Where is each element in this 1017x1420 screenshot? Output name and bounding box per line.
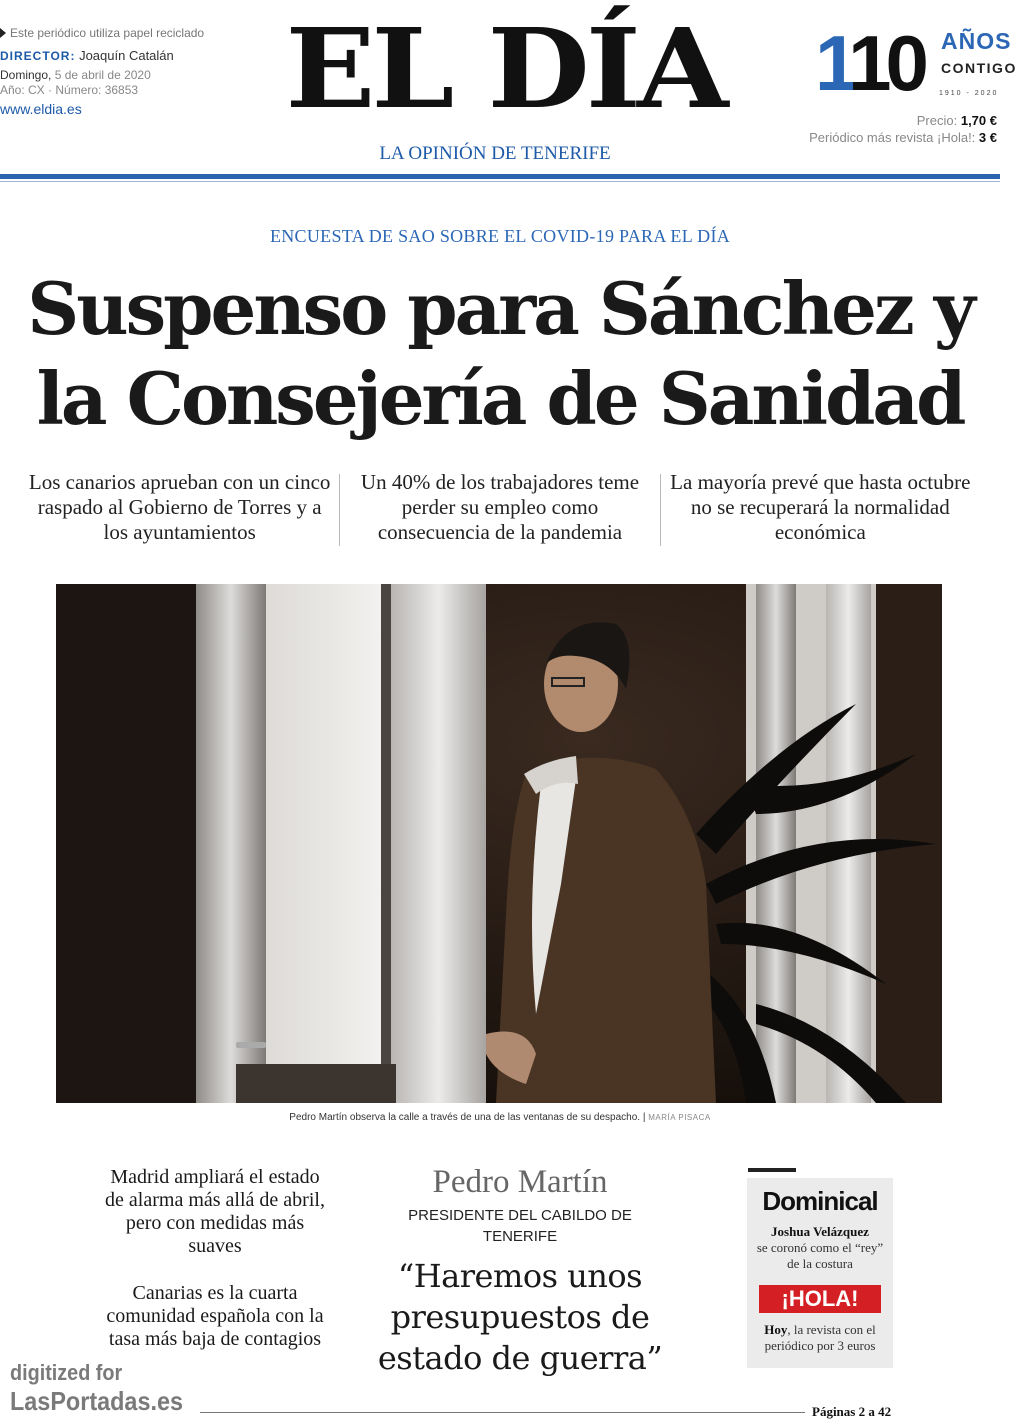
dominical-text: se coronó como el “rey” de la costura: [756, 1240, 884, 1271]
website-link[interactable]: www.eldia.es: [0, 101, 82, 117]
dominical-footer: Hoy, la revista con el periódico por 3 euros: [764, 1322, 876, 1353]
interview-quote[interactable]: “Haremos unos presupuestos de estado de guerra”: [377, 1257, 663, 1377]
lead-headline[interactable]: [10, 264, 990, 444]
lead-kicker: ENCUESTA DE SAO SOBRE EL COVID-19 PARA EL DÍA: [269, 226, 731, 246]
masthead-rule-thin: [0, 181, 1000, 182]
anniversary-word: AÑOS: [941, 28, 1012, 54]
lead-photo[interactable]: [56, 584, 942, 1103]
subhead-1: Los canarios aprueban con un cinco raspado al Gobierno de Torres y a los ayuntamientos: [28, 470, 331, 544]
photo-credit: MARÍA PISACA: [648, 1113, 711, 1122]
interview-name: Pedro Martín: [432, 1164, 608, 1200]
anniversary-badge: [815, 19, 1017, 107]
footer-rule: [200, 1412, 805, 1413]
dominical-bar: [748, 1168, 796, 1172]
masthead-rule: [0, 174, 1000, 179]
newspaper-logo: EL DÍA: [285, 3, 725, 134]
anniversary-number: 110: [815, 19, 923, 107]
newspaper-tagline: LA OPINIÓN DE TENERIFE: [379, 143, 611, 164]
dominical-person: Joshua Velázquez: [771, 1224, 869, 1239]
interview-role: PRESIDENTE DEL CABILDO DE TENERIFE: [408, 1207, 632, 1245]
headline-line-2: la Consejería de Sanidad: [36, 356, 964, 441]
digitizer-watermark: digitized for LasPortadas.es: [10, 1360, 183, 1416]
issue-number: Año: CX · Número: 36853: [0, 83, 139, 97]
dateline: Domingo, 5 de abril de 2020: [0, 68, 151, 82]
brief-1[interactable]: Madrid ampliará el estado de alarma más allá de abril, pero con medidas más suaves: [105, 1166, 325, 1257]
anniversary-sub: CONTIGO: [941, 60, 1017, 76]
price-line: Precio: 1,70 €: [916, 113, 997, 128]
brief-2[interactable]: Canarias es la cuarta comunidad española con la tasa más baja de contagios: [106, 1282, 324, 1350]
photo-illustration: [56, 584, 942, 1103]
director-line: DIRECTOR: Joaquín Catalán: [0, 48, 174, 63]
headline-line-1: Suspenso para Sánchez y: [27, 266, 973, 351]
triangle-bullet-icon: [0, 28, 6, 38]
bundle-price-line: Periódico más revista ¡Hola!: 3 €: [809, 130, 997, 145]
anniversary-years: 1910 - 2020: [939, 90, 999, 97]
subhead-2: Un 40% de los trabajadores teme perder su empleo como consecuencia de la pandemia: [360, 470, 640, 544]
price-info: [809, 112, 997, 146]
dominical-promo[interactable]: [747, 1178, 893, 1368]
pages-reference: Páginas 2 a 42: [812, 1404, 892, 1419]
subhead-3: La mayoría prevé que hasta octubre no se recuperará la normalidad económica: [670, 470, 971, 544]
hola-logo: ¡HOLA!: [759, 1285, 881, 1313]
dominical-title: Dominical: [762, 1186, 878, 1216]
recycled-note: Este periódico utiliza papel reciclado: [0, 26, 230, 40]
lead-subheads: [20, 470, 980, 550]
masthead-meta: [0, 26, 230, 117]
photo-caption: Pedro Martín observa la calle a través de una de las ventanas de su despacho. | MARÍA PISACA: [289, 1112, 711, 1123]
